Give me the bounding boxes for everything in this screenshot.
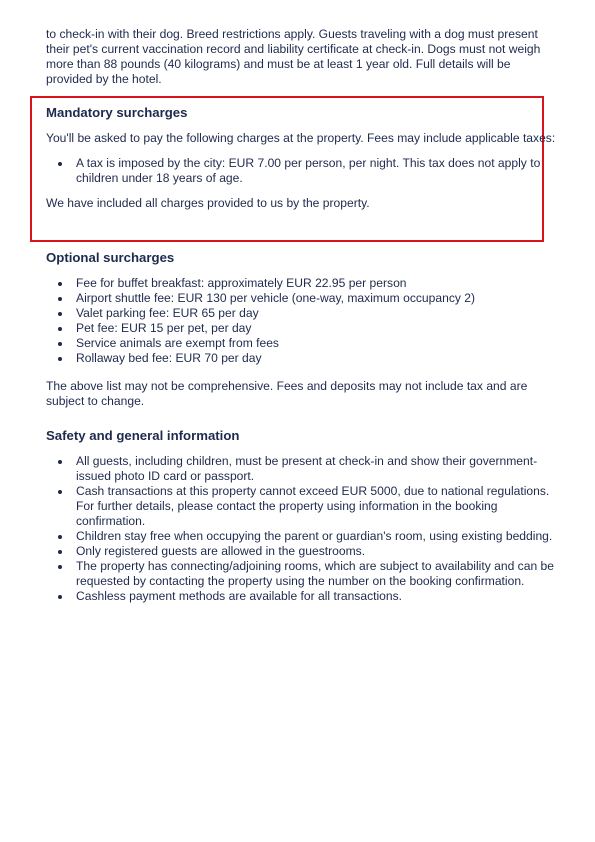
mandatory-surcharges-heading: Mandatory surcharges	[46, 105, 188, 120]
list-item: Pet fee: EUR 15 per pet, per day	[76, 321, 556, 336]
list-item: Valet parking fee: EUR 65 per day	[76, 306, 556, 321]
list-item: Airport shuttle fee: EUR 130 per vehicle (one-way, maximum occupancy 2)	[76, 291, 556, 306]
optional-surcharges-list	[46, 276, 556, 366]
optional-surcharges-footer: The above list may not be comprehensive. Fees and deposits may not include tax and are subject to change.	[46, 379, 528, 408]
list-item: Fee for buffet breakfast: approximately EUR 22.95 per person	[76, 276, 556, 291]
list-item: Only registered guests are allowed in the guestrooms.	[76, 544, 556, 559]
list-item: A tax is imposed by the city: EUR 7.00 per person, per night. This tax does not apply to children under 18 years of age.	[76, 156, 556, 186]
mandatory-surcharges-section	[46, 105, 556, 211]
mandatory-surcharges-lead: You'll be asked to pay the following charges at the property. Fees may include applicable taxes:	[46, 131, 556, 145]
list-item: The property has connecting/adjoining rooms, which are subject to availability and can be requested by contacting the property using the number on the booking confirmation.	[76, 559, 556, 589]
list-item: Children stay free when occupying the parent or guardian's room, using existing bedding.	[76, 529, 556, 544]
list-item: Service animals are exempt from fees	[76, 336, 556, 351]
safety-list	[46, 454, 556, 604]
list-item: All guests, including children, must be present at check-in and show their government-issued photo ID card or passport.	[76, 454, 556, 484]
list-item: Cash transactions at this property cannot exceed EUR 5000, due to national regulations. For further details, please contact the property using information in the booking confirmation.	[76, 484, 556, 529]
safety-section	[46, 428, 556, 604]
optional-surcharges-section	[46, 250, 556, 409]
mandatory-surcharges-footer: We have included all charges provided to us by the property.	[46, 196, 370, 210]
safety-heading: Safety and general information	[46, 428, 240, 443]
list-item: Cashless payment methods are available for all transactions.	[76, 589, 556, 604]
optional-surcharges-heading: Optional surcharges	[46, 250, 175, 265]
pet-policy-text: to check-in with their dog. Breed restrictions apply. Guests traveling with a dog must present their pet's current vaccination record and liability certificate at check-in. Dogs must not weigh more than 88 pounds (40 kilograms) and must be at least 1 year old. Full details will be provided by the hotel.	[46, 27, 541, 86]
mandatory-surcharges-list	[46, 156, 556, 186]
list-item: Rollaway bed fee: EUR 70 per day	[76, 351, 556, 366]
